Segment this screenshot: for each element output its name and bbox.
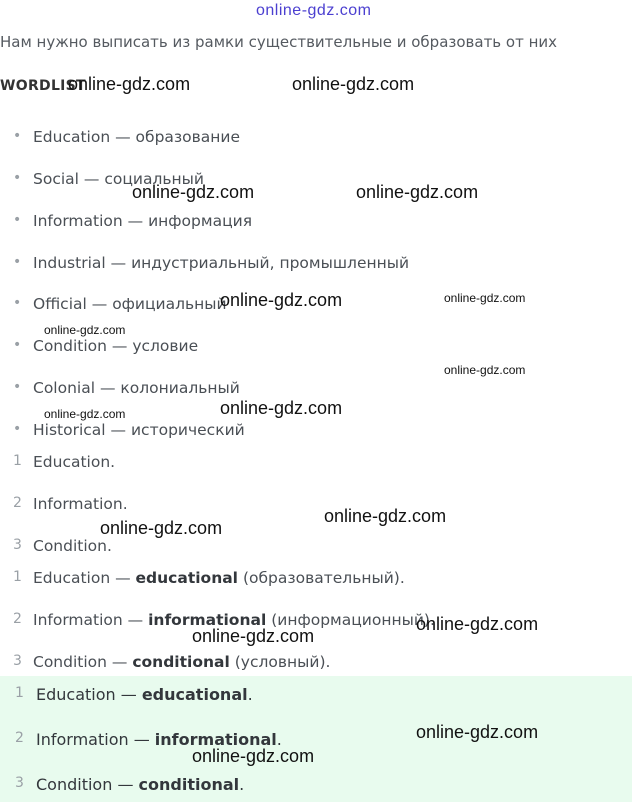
- watermark: online-gdz.com: [44, 323, 126, 337]
- watermark: online-gdz.com: [132, 182, 255, 202]
- watermark: online-gdz.com: [192, 746, 315, 766]
- watermark: online-gdz.com: [44, 407, 126, 421]
- bullet-icon: •: [13, 170, 22, 186]
- wordlist-heading: WORDLIST: [0, 78, 86, 94]
- watermark: online-gdz.com: [220, 290, 343, 310]
- watermark: online-gdz.com: [324, 506, 447, 526]
- bullet-icon: •: [13, 421, 22, 437]
- watermark: online-gdz.com: [416, 722, 539, 742]
- watermark: online-gdz.com: [68, 74, 191, 94]
- bullet-icon: •: [13, 295, 22, 311]
- intro-text: Нам нужно выписать из рамки существительные и образовать от них: [0, 33, 558, 51]
- bullet-icon: •: [13, 212, 22, 228]
- watermark: online-gdz.com: [192, 626, 315, 646]
- watermark-top: online-gdz.com: [256, 2, 372, 19]
- watermark: online-gdz.com: [444, 363, 526, 377]
- watermark: online-gdz.com: [220, 398, 343, 418]
- answer-box: 1 Education — educational. 2 Information — informational. 3 Condition — conditional.: [0, 676, 632, 802]
- watermark: online-gdz.com: [292, 74, 415, 94]
- watermark: online-gdz.com: [416, 614, 539, 634]
- watermark: online-gdz.com: [444, 291, 526, 305]
- bullet-icon: •: [13, 337, 22, 353]
- watermark: online-gdz.com: [100, 518, 223, 538]
- watermark: online-gdz.com: [356, 182, 479, 202]
- bullet-icon: •: [13, 128, 22, 144]
- bullet-icon: •: [13, 254, 22, 270]
- bullet-icon: •: [13, 379, 22, 395]
